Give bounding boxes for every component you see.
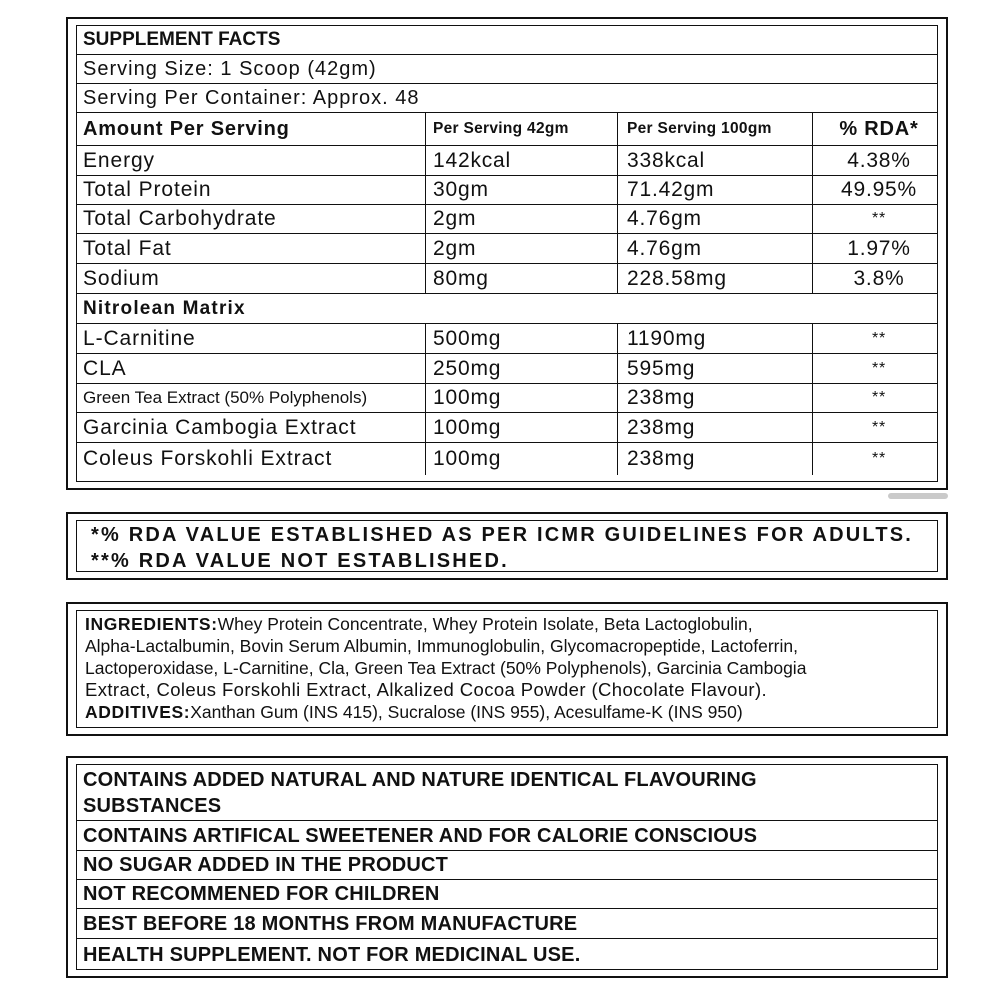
per-serving-100gm-header: Per Serving 100gm xyxy=(627,120,772,137)
per-serving-42-value: 30gm xyxy=(433,178,489,201)
per-serving-42-value: 80mg xyxy=(433,266,489,290)
column-divider xyxy=(617,234,618,263)
supplement-facts-table xyxy=(76,25,938,482)
nutrient-row xyxy=(77,176,937,205)
statement-text: HEALTH SUPPLEMENT. NOT FOR MEDICINAL USE. xyxy=(83,944,581,966)
statements-panel xyxy=(66,756,948,978)
column-divider xyxy=(425,264,426,293)
column-divider xyxy=(617,205,618,233)
rda-note-not-established: **% RDA VALUE NOT ESTABLISHED. xyxy=(91,550,509,572)
nutrient-name: Total Protein xyxy=(83,178,212,201)
ingredient-name: Garcinia Cambogia Extract xyxy=(83,415,357,439)
column-divider xyxy=(812,413,813,442)
ingredients-box xyxy=(76,610,938,728)
per-serving-42-value: 142kcal xyxy=(433,148,511,172)
column-divider xyxy=(812,176,813,204)
per-serving-100-value: 228.58mg xyxy=(627,266,727,290)
per-serving-42gm-header: Per Serving 42gm xyxy=(433,120,569,137)
rda-note-established: *% RDA VALUE ESTABLISHED AS PER ICMR GUIDELINES FOR ADULTS. xyxy=(91,524,914,546)
ingredient-name: Green Tea Extract (50% Polyphenols) xyxy=(83,388,368,407)
column-divider xyxy=(617,264,618,293)
column-divider xyxy=(425,113,426,145)
rda-notes-box xyxy=(76,520,938,572)
per-serving-42-value: 100mg xyxy=(433,415,502,439)
statement-text: CONTAINS ARTIFICAL SWEETENER AND FOR CALORIE CONSCIOUS xyxy=(83,825,758,847)
per-serving-100-value: 4.76gm xyxy=(627,236,702,260)
per-serving-100-value: 1190mg xyxy=(627,326,707,350)
matrix-title-row xyxy=(77,294,937,324)
amount-per-serving-header: Amount Per Serving xyxy=(83,117,290,140)
column-divider xyxy=(617,324,618,353)
statement-text: CONTAINS ADDED NATURAL AND NATURE IDENTICAL FLAVOURING SUBSTANCES xyxy=(83,769,757,817)
column-divider xyxy=(812,384,813,412)
print-smudge xyxy=(888,493,948,499)
rda-value: 1.97% xyxy=(847,236,911,260)
column-divider xyxy=(425,234,426,263)
nutrient-name: Total Carbohydrate xyxy=(83,207,277,230)
nutrient-name: Total Fat xyxy=(83,236,172,260)
column-divider xyxy=(425,146,426,175)
column-divider xyxy=(425,384,426,412)
rda-notes-panel xyxy=(66,512,948,580)
statement-row xyxy=(77,821,937,851)
statement-row xyxy=(77,909,937,939)
rda-header: % RDA* xyxy=(839,117,919,140)
column-divider xyxy=(425,413,426,442)
rda-value: ** xyxy=(871,418,887,436)
statement-text: NO SUGAR ADDED IN THE PRODUCT xyxy=(83,854,449,876)
column-divider xyxy=(425,354,426,383)
rda-value: ** xyxy=(871,359,887,377)
ingredients-line: Alpha-Lactalbumin, Bovin Serum Albumin, Immunoglobulin, Glycomacropeptide, Lactoferrin, xyxy=(85,636,798,656)
ingredients-line: Lactoperoxidase, L-Carnitine, Cla, Green Tea Extract (50% Polyphenols), Garcinia Cambogia xyxy=(85,658,807,678)
column-divider xyxy=(812,443,813,475)
rda-value: 49.95% xyxy=(840,178,918,201)
matrix-row xyxy=(77,443,937,475)
additives-text: Xanthan Gum (INS 415), Sucralose (INS 955), Acesulfame-K (INS 950) xyxy=(190,702,743,722)
serving-size-row xyxy=(77,55,937,84)
per-serving-100-value: 238mg xyxy=(627,386,696,409)
ingredient-name: CLA xyxy=(83,356,127,380)
column-divider xyxy=(812,146,813,175)
per-serving-42-value: 250mg xyxy=(433,356,502,380)
ingredient-name: Coleus Forskohli Extract xyxy=(83,447,333,470)
statement-text: BEST BEFORE 18 MONTHS FROM MANUFACTURE xyxy=(83,913,578,935)
per-serving-42-value: 2gm xyxy=(433,207,477,230)
per-serving-100-value: 238mg xyxy=(627,447,696,470)
per-serving-42-value: 500mg xyxy=(433,326,502,350)
ingredients-panel xyxy=(66,602,948,736)
ingredients-line: Extract, Coleus Forskohli Extract, Alkalized Cocoa Powder (Chocolate Flavour). xyxy=(85,679,768,700)
per-serving-100-value: 71.42gm xyxy=(627,178,715,201)
column-divider xyxy=(617,413,618,442)
statement-row xyxy=(77,880,937,909)
column-divider xyxy=(617,354,618,383)
ingredients-text: Whey Protein Concentrate, Whey Protein Isolate, Beta Lactoglobulin, xyxy=(217,614,753,634)
nutrient-row xyxy=(77,264,937,294)
per-serving-100-value: 338kcal xyxy=(627,148,705,172)
column-divider xyxy=(812,324,813,353)
per-serving-100-value: 4.76gm xyxy=(627,207,702,230)
nutrient-row xyxy=(77,146,937,176)
per-serving-100-value: 238mg xyxy=(627,415,696,439)
serving-size: Serving Size: 1 Scoop (42gm) xyxy=(83,57,377,80)
additives-label: ADDITIVES: xyxy=(85,702,191,722)
column-divider xyxy=(812,354,813,383)
facts-title: SUPPLEMENT FACTS xyxy=(83,29,281,50)
column-divider xyxy=(425,176,426,204)
matrix-row xyxy=(77,354,937,384)
per-serving-42-value: 100mg xyxy=(433,386,502,409)
column-divider xyxy=(617,113,618,145)
rda-value: 4.38% xyxy=(847,148,911,172)
column-divider xyxy=(812,205,813,233)
servings-per-container: Serving Per Container: Approx. 48 xyxy=(83,86,420,109)
supplement-facts-panel xyxy=(66,17,948,490)
per-serving-100-value: 595mg xyxy=(627,356,696,380)
amount-header-row xyxy=(77,113,937,146)
per-serving-42-value: 2gm xyxy=(433,236,477,260)
ingredients-line xyxy=(85,613,753,635)
servings-per-container-row xyxy=(77,84,937,113)
rda-value: ** xyxy=(871,210,887,227)
column-divider xyxy=(812,264,813,293)
additives-line xyxy=(85,701,743,723)
per-serving-42-value: 100mg xyxy=(433,447,502,470)
rda-value: ** xyxy=(871,389,887,406)
statement-row xyxy=(77,851,937,880)
column-divider xyxy=(617,443,618,475)
nutrient-name: Sodium xyxy=(83,266,160,290)
column-divider xyxy=(812,234,813,263)
nutrient-row xyxy=(77,234,937,264)
facts-title-row xyxy=(77,26,937,55)
column-divider xyxy=(617,176,618,204)
rda-value: ** xyxy=(871,450,887,467)
statement-row xyxy=(77,765,937,821)
ingredients-label: INGREDIENTS: xyxy=(85,614,218,634)
nutrient-row xyxy=(77,205,937,234)
column-divider xyxy=(425,324,426,353)
matrix-row xyxy=(77,324,937,354)
matrix-row xyxy=(77,413,937,443)
matrix-row xyxy=(77,384,937,413)
column-divider xyxy=(812,113,813,145)
nutrient-name: Energy xyxy=(83,148,155,172)
column-divider xyxy=(425,443,426,475)
rda-value: ** xyxy=(871,329,887,347)
matrix-title: Nitrolean Matrix xyxy=(83,297,246,319)
statement-row xyxy=(77,939,937,971)
rda-value: 3.8% xyxy=(853,266,905,290)
statement-text: NOT RECOMMENED FOR CHILDREN xyxy=(83,883,440,905)
column-divider xyxy=(425,205,426,233)
column-divider xyxy=(617,146,618,175)
statements-box xyxy=(76,764,938,970)
column-divider xyxy=(617,384,618,412)
ingredient-name: L-Carnitine xyxy=(83,326,196,350)
